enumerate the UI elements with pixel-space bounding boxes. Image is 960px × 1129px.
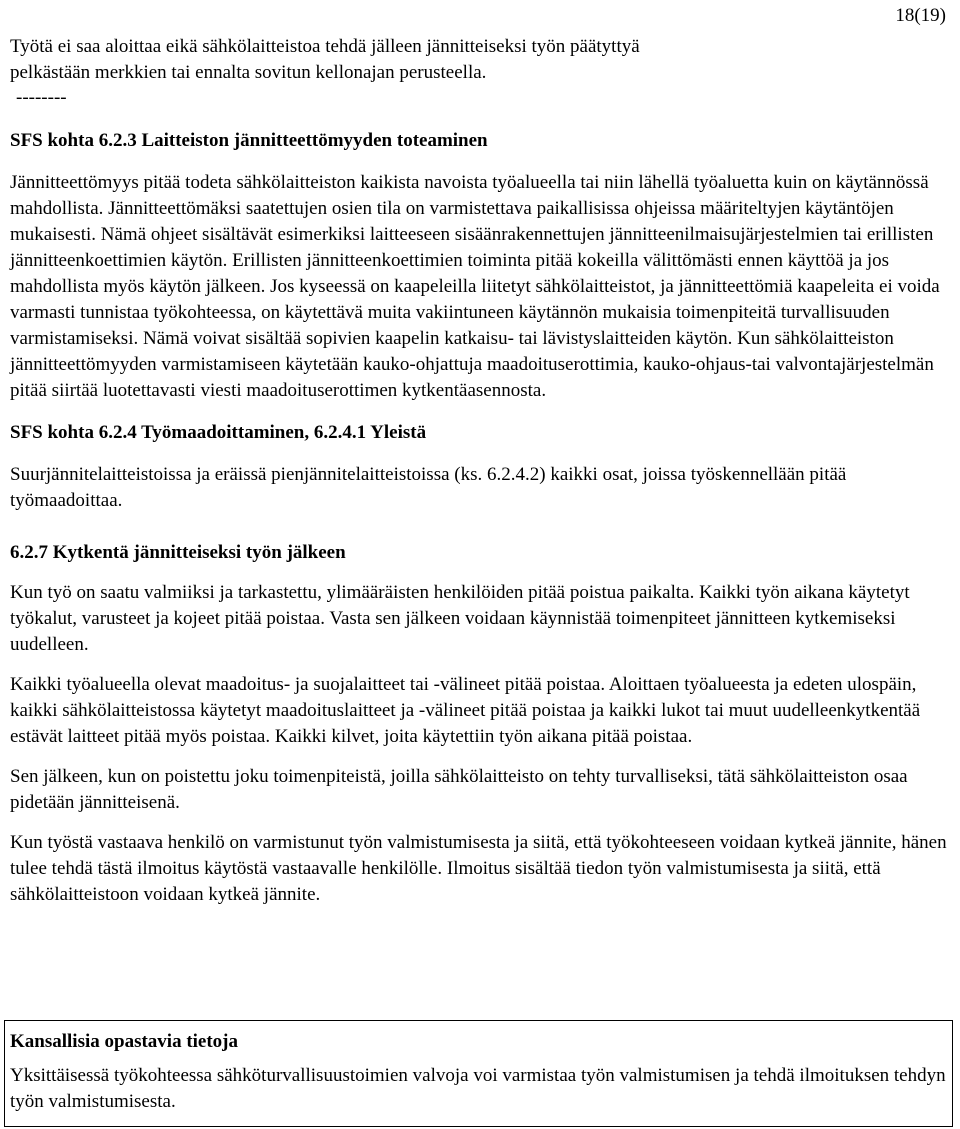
- intro-line-2: pelkästään merkkien tai ennalta sovitun kellonajan perusteella.: [10, 62, 487, 83]
- section-heading-6-2-7: 6.2.7 Kytkentä jännitteiseksi työn jälkeen: [10, 542, 346, 563]
- notice-title: Kansallisia opastavia tietoja: [10, 1031, 239, 1052]
- section-body-6-2-3: Jännitteettömyys pitää todeta sähkölaitteiston kaikista navoista työalueella tai niin lähellä työaluetta kuin on käytännössä mahdollista. Jännitteettömäksi saatettujen osien tila on varmistettava paikallisissa ohjeissa määriteltyjen käytäntöjen mukaisesti. Nämä ohjeet sisältävät esimerkiksi laitteeseen sisäänrakennettujen jännitteenilmaisujärjestelmien tai erillisten jännitteenkoettimien käytön. Erillisten jännitteenkoettimien toiminta pitää kokeilla välittömästi ennen käyttöä ja jos mahdollista myös käytön jälkeen. Jos kyseessä on kaapeleilla liitetyt sähkölaitteistot, ja jännitteettömiä kaapeleita ei voida varmasti tunnistaa työkohteessa, on käytettävä muita vakiintuneen käytännön mukaisia toimenpiteitä turvallisuuden varmistamiseksi. Nämä voivat sisältää sopivien kaapelin katkaisu- tai lävistyslaitteiden käytön. Kun sähkölaitteiston jännitteettömyyden varmistamiseen käytetään kauko-ohjattuja maadoituserottimia, kauko-ohjaus-tai valvontajärjestelmän pitää siirtää luotettavasti viesti maadoituserottimen kytkentäasennosta.: [10, 172, 940, 401]
- paragraph-6-2-7-3: Sen jälkeen, kun on poistettu joku toimenpiteistä, joilla sähkölaitteisto on tehty turvalliseksi, tätä sähkölaitteiston osaa pidetään jännitteisenä.: [10, 766, 908, 813]
- section-body-6-2-4: Suurjännitelaitteistoissa ja eräissä pienjännitelaitteistoissa (ks. 6.2.4.2) kaikki osat, joissa työskennellään pitää työmaadoittaa.: [10, 464, 847, 511]
- page-number: 18(19): [895, 5, 946, 26]
- section-heading-6-2-4: SFS kohta 6.2.4 Työmaadoittaminen, 6.2.4.1 Yleistä: [10, 422, 427, 443]
- notice-body: Yksittäisessä työkohteessa sähköturvallisuustoimien valvoja voi varmistaa työn valmistumisen ja tehdä ilmoituksen tehdyn työn valmistumisesta.: [10, 1065, 946, 1112]
- national-guidance-box: [4, 1020, 953, 1127]
- paragraph-6-2-7-1: Kun työ on saatu valmiiksi ja tarkastettu, ylimääräisten henkilöiden pitää poistua paikalta. Kaikki työn aikana käytetyt työkalut, varusteet ja kojeet pitää poistaa. Vasta sen jälkeen voidaan käynnistää toimenpiteet jännitteen kytkemiseksi uudelleen.: [10, 582, 910, 655]
- paragraph-6-2-7-4: Kun työstä vastaava henkilö on varmistunut työn valmistumisesta ja siitä, että työkohteeseen voidaan kytkeä jännite, hänen tulee tehdä tästä ilmoitus käytöstä vastaavalle henkilölle. Ilmoitus sisältää tiedon työn valmistumisesta ja siitä, että sähkölaitteistoon voidaan kytkeä jännite.: [10, 832, 947, 905]
- intro-line-1: Työtä ei saa aloittaa eikä sähkölaitteistoa tehdä jälleen jännitteiseksi työn päätyttyä: [10, 36, 640, 57]
- paragraph-6-2-7-2: Kaikki työalueella olevat maadoitus- ja suojalaitteet tai -välineet pitää poistaa. Aloittaen työalueesta ja edeten ulospäin, kaikki sähkölaitteistossa käytetyt maadoituslaitteet ja -välineet pitää poistaa ja kaikki lukot tai muut uudelleenkytkentää estävät laitteet pitää myös poistaa. Kaikki kilvet, joita käytettiin työn aikana pitää poistaa.: [10, 674, 921, 747]
- document-body: [10, 34, 950, 908]
- separator: --------: [16, 87, 67, 108]
- section-heading-6-2-3: SFS kohta 6.2.3 Laitteiston jännitteettömyyden toteaminen: [10, 130, 488, 151]
